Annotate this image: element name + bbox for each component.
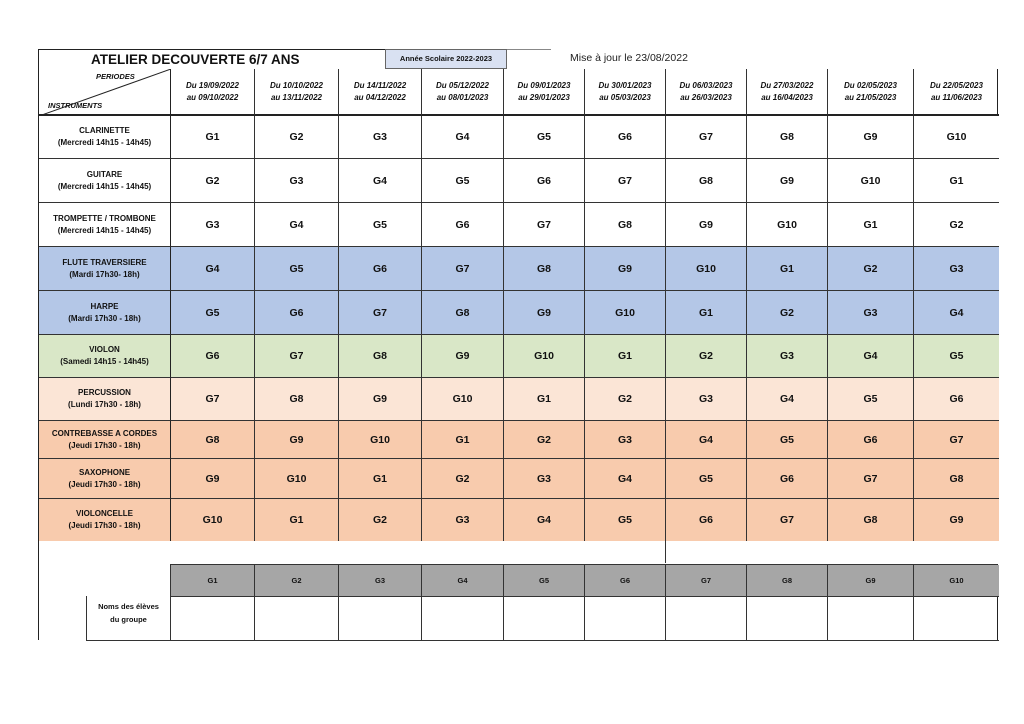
instrument-label — [39, 421, 171, 459]
period-to: au 11/06/2023 — [930, 92, 982, 102]
group-cell: G4 — [828, 335, 914, 378]
group-cell: G6 — [828, 421, 914, 459]
instrument-label — [39, 499, 171, 541]
group-cell: G7 — [255, 335, 339, 378]
group-cell: G3 — [422, 499, 504, 541]
period-header — [747, 69, 828, 116]
period-to: au 08/01/2023 — [436, 92, 489, 102]
group-cell: G6 — [504, 159, 585, 203]
group-names-cell — [171, 597, 255, 641]
instrument-schedule: (Mercredi 14h15 - 14h45) — [57, 181, 152, 191]
instrument-schedule: (Jeudi 17h30 - 18h) — [68, 479, 141, 489]
instrument-name: HARPE — [90, 301, 119, 311]
instrument-schedule: (Lundi 17h30 - 18h) — [68, 400, 141, 409]
divider — [507, 49, 551, 50]
period-header — [666, 69, 747, 116]
instruments-label: INSTRUMENTS — [48, 101, 103, 110]
instrument-label — [39, 291, 171, 335]
group-cell: G1 — [171, 116, 255, 159]
group-cell: G4 — [666, 421, 747, 459]
group-cell: G2 — [585, 378, 666, 421]
names-label-line-2: du groupe — [110, 615, 147, 624]
group-cell: G1 — [339, 459, 422, 499]
page-title: ATELIER DECOUVERTE 6/7 ANS — [38, 49, 385, 69]
group-cell: G1 — [747, 247, 828, 291]
group-cell: G8 — [585, 203, 666, 247]
group-header: G8 — [747, 565, 828, 597]
group-header: G3 — [339, 565, 422, 597]
group-header: G6 — [585, 565, 666, 597]
group-cell: G10 — [914, 116, 999, 159]
group-cell: G4 — [747, 378, 828, 421]
instrument-name: GUITARE — [86, 169, 123, 179]
group-cell: G5 — [585, 499, 666, 541]
instrument-schedule: (Mercredi 14h15 - 14h45) — [57, 138, 152, 147]
group-cell: G10 — [422, 378, 504, 421]
group-cell: G1 — [422, 421, 504, 459]
period-header — [339, 69, 422, 116]
instrument-schedule: (Jeudi 17h30 - 18h) — [68, 521, 141, 530]
group-cell: G5 — [666, 459, 747, 499]
period-from: Du 14/11/2022 — [353, 80, 407, 90]
group-cell: G5 — [914, 335, 999, 378]
group-cell: G1 — [504, 378, 585, 421]
group-cell: G2 — [255, 116, 339, 159]
instrument-label — [39, 459, 171, 499]
group-cell: G4 — [422, 116, 504, 159]
group-cell: G7 — [422, 247, 504, 291]
instrument-name: CLARINETTE — [79, 126, 130, 135]
group-cell: G5 — [171, 291, 255, 335]
group-cell: G8 — [666, 159, 747, 203]
group-cell: G6 — [914, 378, 999, 421]
period-from: Du 10/10/2022 — [270, 80, 323, 90]
group-names-cell — [828, 597, 914, 641]
period-from: Du 09/01/2023 — [517, 80, 571, 90]
group-cell: G8 — [828, 499, 914, 541]
group-cell: G6 — [171, 335, 255, 378]
group-cell: G7 — [504, 203, 585, 247]
instrument-name: FLUTE TRAVERSIERE — [62, 257, 147, 267]
instrument-schedule: (Samedi 14h15 - 14h45) — [60, 357, 149, 366]
group-cell: G6 — [255, 291, 339, 335]
period-to: au 29/01/2023 — [518, 92, 570, 102]
period-header — [585, 69, 666, 116]
group-cell: G4 — [914, 291, 999, 335]
group-cell: G10 — [666, 247, 747, 291]
group-header: G1 — [171, 565, 255, 597]
group-cell: G9 — [828, 116, 914, 159]
group-cell: G9 — [171, 459, 255, 499]
group-names-cell — [339, 597, 422, 641]
group-cell: G9 — [585, 247, 666, 291]
instrument-name: CONTREBASSE A CORDES — [51, 428, 158, 438]
group-cell: G2 — [422, 459, 504, 499]
instrument-schedule: (Mercredi 14h15 - 14h45) — [57, 225, 152, 235]
group-cell: G3 — [171, 203, 255, 247]
names-label-line-1: Noms des élèves — [98, 602, 159, 611]
group-cell: G2 — [666, 335, 747, 378]
instrument-label — [39, 378, 171, 421]
schedule-table — [38, 69, 998, 541]
group-cell: G3 — [914, 247, 999, 291]
group-cell: G4 — [255, 203, 339, 247]
group-cell: G3 — [828, 291, 914, 335]
group-cell: G5 — [339, 203, 422, 247]
group-cell: G10 — [504, 335, 585, 378]
group-cell: G5 — [828, 378, 914, 421]
group-cell: G9 — [666, 203, 747, 247]
group-cell: G6 — [747, 459, 828, 499]
period-from: Du 06/03/2023 — [679, 80, 733, 90]
divider — [665, 541, 666, 563]
period-to: au 21/05/2023 — [844, 92, 897, 102]
instrument-schedule: (Mardi 17h30 - 18h) — [68, 313, 141, 323]
group-cell: G1 — [255, 499, 339, 541]
group-cell: G3 — [666, 378, 747, 421]
period-from: Du 05/12/2022 — [436, 80, 489, 90]
divider — [38, 541, 39, 640]
update-note: Mise à jour le 23/08/2022 — [570, 52, 688, 64]
group-cell: G4 — [504, 499, 585, 541]
group-cell: G6 — [422, 203, 504, 247]
period-header — [422, 69, 504, 116]
group-cell: G3 — [747, 335, 828, 378]
period-header — [255, 69, 339, 116]
group-cell: G9 — [747, 159, 828, 203]
group-cell: G1 — [666, 291, 747, 335]
group-names-cell — [504, 597, 585, 641]
period-header — [171, 69, 255, 116]
names-label — [86, 596, 170, 641]
group-cell: G7 — [339, 291, 422, 335]
period-from: Du 22/05/2023 — [930, 80, 983, 90]
group-cell: G5 — [504, 116, 585, 159]
group-cell: G3 — [339, 116, 422, 159]
period-from: Du 19/09/2022 — [186, 80, 239, 90]
group-names-cell — [585, 597, 666, 641]
period-to: au 13/11/2022 — [270, 92, 322, 102]
period-to: au 09/10/2022 — [186, 92, 239, 102]
period-from: Du 27/03/2022 — [760, 80, 814, 90]
group-names-cell — [422, 597, 504, 641]
group-cell: G7 — [666, 116, 747, 159]
group-cell: G2 — [747, 291, 828, 335]
period-header — [504, 69, 585, 116]
group-names-cell — [747, 597, 828, 641]
group-names-table — [170, 564, 998, 641]
group-cell: G5 — [747, 421, 828, 459]
period-to: au 26/03/2023 — [680, 92, 732, 102]
group-cell: G4 — [171, 247, 255, 291]
period-header — [828, 69, 914, 116]
period-header — [914, 69, 999, 116]
group-cell: G7 — [747, 499, 828, 541]
group-names-cell — [255, 597, 339, 641]
group-cell: G1 — [828, 203, 914, 247]
group-cell: G8 — [747, 116, 828, 159]
school-year-badge: Année Scolaire 2022-2023 — [385, 49, 507, 69]
periods-label: PERIODES — [96, 72, 135, 81]
group-cell: G2 — [914, 203, 999, 247]
group-cell: G8 — [255, 378, 339, 421]
group-cell: G8 — [171, 421, 255, 459]
group-cell: G8 — [422, 291, 504, 335]
group-header: G2 — [255, 565, 339, 597]
group-cell: G1 — [914, 159, 999, 203]
group-cell: G6 — [666, 499, 747, 541]
group-header: G5 — [504, 565, 585, 597]
instrument-label — [39, 203, 171, 247]
group-cell: G9 — [504, 291, 585, 335]
instrument-schedule: (Jeudi 17h30 - 18h) — [68, 440, 141, 450]
group-names-cell — [914, 597, 999, 641]
group-cell: G7 — [828, 459, 914, 499]
group-cell: G6 — [585, 116, 666, 159]
group-header: G7 — [666, 565, 747, 597]
group-cell: G4 — [585, 459, 666, 499]
period-to: au 04/12/2022 — [354, 92, 406, 102]
period-to: au 05/03/2023 — [599, 92, 651, 102]
group-cell: G4 — [339, 159, 422, 203]
instrument-label — [39, 116, 171, 159]
group-cell: G2 — [339, 499, 422, 541]
group-cell: G9 — [339, 378, 422, 421]
group-cell: G7 — [914, 421, 999, 459]
instrument-label — [39, 335, 171, 378]
group-cell: G10 — [171, 499, 255, 541]
group-header: G4 — [422, 565, 504, 597]
period-from: Du 02/05/2023 — [844, 80, 897, 90]
group-cell: G10 — [828, 159, 914, 203]
group-header: G9 — [828, 565, 914, 597]
instrument-label — [39, 159, 171, 203]
corner-header — [39, 69, 171, 116]
instrument-name: VIOLON — [89, 345, 120, 354]
instrument-name: VIOLONCELLE — [76, 509, 133, 518]
period-from: Du 30/01/2023 — [598, 80, 652, 90]
group-cell: G10 — [255, 459, 339, 499]
period-to: au 16/04/2023 — [761, 92, 813, 102]
group-cell: G2 — [171, 159, 255, 203]
group-cell: G8 — [914, 459, 999, 499]
group-cell: G7 — [171, 378, 255, 421]
group-cell: G10 — [339, 421, 422, 459]
group-names-cell — [666, 597, 747, 641]
instrument-schedule: (Mardi 17h30- 18h) — [69, 269, 140, 279]
group-cell: G10 — [747, 203, 828, 247]
group-cell: G2 — [828, 247, 914, 291]
instrument-label — [39, 247, 171, 291]
group-cell: G1 — [585, 335, 666, 378]
group-cell: G5 — [422, 159, 504, 203]
group-header: G10 — [914, 565, 999, 597]
group-cell: G3 — [504, 459, 585, 499]
instrument-name: TROMPETTE / TROMBONE — [53, 213, 156, 223]
instrument-name: PERCUSSION — [78, 388, 131, 397]
group-cell: G5 — [255, 247, 339, 291]
group-cell: G6 — [339, 247, 422, 291]
group-cell: G9 — [914, 499, 999, 541]
instrument-name: SAXOPHONE — [78, 467, 131, 477]
group-cell: G3 — [255, 159, 339, 203]
group-cell: G8 — [504, 247, 585, 291]
group-cell: G9 — [255, 421, 339, 459]
group-cell: G7 — [585, 159, 666, 203]
group-cell: G8 — [339, 335, 422, 378]
group-cell: G9 — [422, 335, 504, 378]
group-cell: G10 — [585, 291, 666, 335]
group-cell: G3 — [585, 421, 666, 459]
group-cell: G2 — [504, 421, 585, 459]
